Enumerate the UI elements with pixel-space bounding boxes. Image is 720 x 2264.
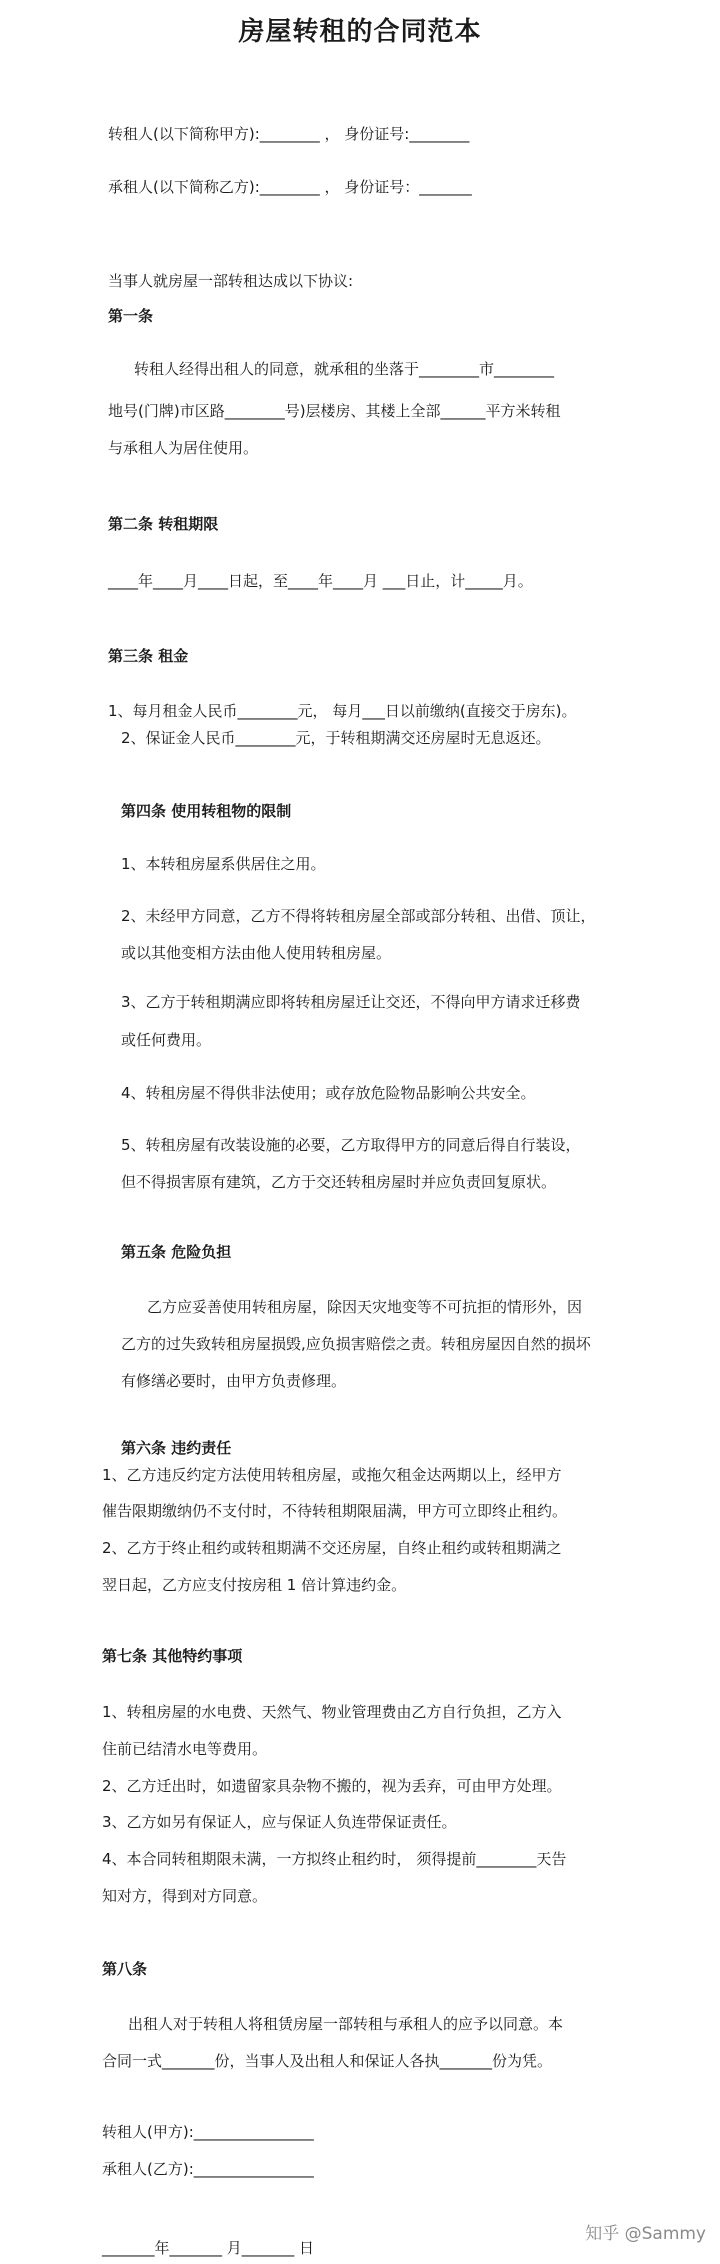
article-4-line: 或任何费用。 xyxy=(121,1031,212,1049)
article-5-heading: 第五条 危险负担 xyxy=(121,1243,232,1261)
article-3-heading: 第三条 租金 xyxy=(108,647,189,665)
article-8-line: 合同一式_______份，当事人及出租人和保证人各执_______份为凭。 xyxy=(102,2052,553,2070)
article-8-line: 出租人对于转租人将租赁房屋一部转租与承租人的应予以同意。本 xyxy=(128,2015,564,2033)
article-2-line: ____年____月____日起，至____年____月 ___日止，计_____月。 xyxy=(108,572,533,590)
article-7-line: 1、转租房屋的水电费、天然气、物业管理费由乙方自行负担，乙方入 xyxy=(102,1703,562,1721)
watermark-text: 知乎 @Sammy xyxy=(585,2224,706,2244)
article-4-line: 或以其他变相方法由他人使用转租房屋。 xyxy=(121,944,392,962)
article-7-heading: 第七条 其他特约事项 xyxy=(102,1647,243,1665)
article-6-line: 翌日起，乙方应支付按房租 1 倍计算违约金。 xyxy=(102,1576,407,1594)
article-6-line: 1、乙方违反约定方法使用转租房屋，或拖欠租金达两期以上，经甲方 xyxy=(102,1466,562,1484)
article-6-line: 催告限期缴纳仍不支付时，不待转租期限届满，甲方可立即终止租约。 xyxy=(102,1502,568,1520)
article-8-heading: 第八条 xyxy=(102,1960,148,1978)
article-4-heading: 第四条 使用转租物的限制 xyxy=(121,802,292,820)
article-4-line: 2、未经甲方同意，乙方不得将转租房屋全部或部分转租、出借、顶让， xyxy=(121,907,596,925)
article-1-line: 与承租人为居住使用。 xyxy=(108,439,259,457)
article-2-heading: 第二条 转租期限 xyxy=(108,515,219,533)
article-5-line: 有修缮必要时，由甲方负责修理。 xyxy=(121,1372,347,1390)
intro-text: 当事人就房屋一部转租达成以下协议: xyxy=(108,272,354,290)
article-4-line: 1、本转租房屋系供居住之用。 xyxy=(121,855,326,873)
article-4-line: 但不得损害原有建筑，乙方于交还转租房屋时并应负责回复原状。 xyxy=(121,1173,557,1191)
article-1-line: 转租人经得出租人的同意，就承租的坐落于________市________ xyxy=(134,360,555,378)
article-1-heading: 第一条 xyxy=(108,307,154,325)
article-4-line: 5、转租房屋有改装设施的必要，乙方取得甲方的同意后得自行装设， xyxy=(121,1136,581,1154)
lessee-party-line: 承租人(以下简称乙方):________ ， 身份证号：_______ xyxy=(108,178,472,196)
article-6-line: 2、乙方于终止租约或转租期满不交还房屋，自终止租约或转租期满之 xyxy=(102,1539,562,1557)
article-7-line: 3、乙方如另有保证人，应与保证人负连带保证责任。 xyxy=(102,1813,457,1831)
article-4-line: 4、转租房屋不得供非法使用；或存放危险物品影响公共安全。 xyxy=(121,1084,536,1102)
article-3-line: 1、每月租金人民币________元， 每月___日以前缴纳(直接交于房东)。 xyxy=(108,702,577,720)
article-5-line: 乙方的过失致转租房屋损毁,应负损害赔偿之责。转租房屋因自然的损坏 xyxy=(121,1335,591,1353)
article-7-line: 知对方，得到对方同意。 xyxy=(102,1887,268,1905)
lessee-signature-line: 承租人(乙方):________________ xyxy=(102,2160,314,2178)
document-title: 房屋转租的合同范本 xyxy=(238,17,482,47)
article-4-line: 3、乙方于转租期满应即将转租房屋迁让交还，不得向甲方请求迁移费 xyxy=(121,993,581,1011)
article-5-line: 乙方应妥善使用转租房屋，除因天灾地变等不可抗拒的情形外，因 xyxy=(147,1298,583,1316)
article-7-line: 2、乙方迁出时，如遗留家具杂物不搬的，视为丢弃，可由甲方处理。 xyxy=(102,1777,562,1795)
article-1-line: 地号(门牌)市区路________号)层楼房、其楼上全部______平方米转租 xyxy=(108,402,561,420)
article-6-heading: 第六条 违约责任 xyxy=(121,1439,232,1457)
signature-date-line: _______年_______ 月_______ 日 xyxy=(102,2239,315,2257)
lessor-signature-line: 转租人(甲方):________________ xyxy=(102,2123,314,2141)
article-7-line: 4、本合同转租期限未满，一方拟终止租约时， 须得提前________天告 xyxy=(102,1850,567,1868)
article-7-line: 住前已结清水电等费用。 xyxy=(102,1740,268,1758)
lessor-party-line: 转租人(以下简称甲方):________ ， 身份证号:________ xyxy=(108,125,470,143)
article-3-line: 2、保证金人民币________元，于转租期满交还房屋时无息返还。 xyxy=(121,729,551,747)
